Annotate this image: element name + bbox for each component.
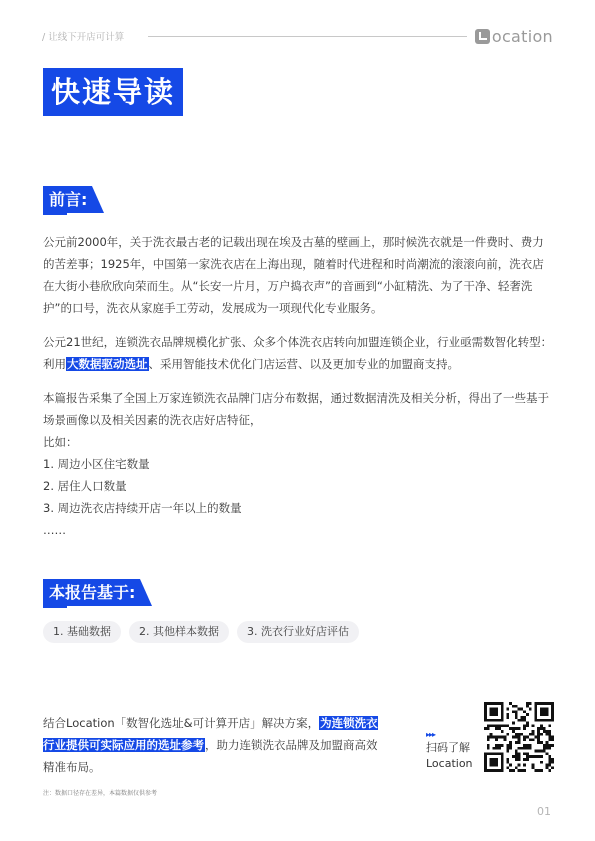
preface-heading bbox=[43, 186, 104, 213]
list-item: 1. 周边小区住宅数量 bbox=[43, 457, 150, 471]
list-item: 2. 居住人口数量 bbox=[43, 479, 127, 493]
preface-paragraph-1: 公元前2000年，关于洗衣最古老的记载出现在埃及古墓的壁画上，那时候洗衣就是一件费时、费力的苦差事；1925年，中国第一家洗衣店在上海出现，随着时代进程和时尚潮流的滚滚向前，洗衣店在大街小巷欣欣向荣而生。从“长安一片月，万户捣衣声”的音画到“小缸精洗、为了干净、轻奢洗护”的口号，洗衣从家庭手工劳动，发展成为一项现代化专业服务。 bbox=[43, 235, 544, 315]
arrow-right-icon: ▸▸▸ bbox=[426, 730, 436, 739]
list-item: 3. 周边洗衣店持续开店一年以上的数量 bbox=[43, 501, 242, 515]
page-header bbox=[42, 26, 553, 46]
page-title: 快速导读 bbox=[43, 68, 183, 116]
basis-underline bbox=[43, 606, 67, 608]
header-tagline: / 让线下开店可计算 bbox=[42, 32, 125, 43]
promo-text-start: 结合Location「数智化选址&可计算开店」解决方案， bbox=[43, 716, 320, 730]
promo-highlight: 为连锁洗衣行业提供可实际应用的选址参考 bbox=[43, 716, 378, 752]
preface-underline bbox=[43, 213, 67, 215]
big-data-site-selection-highlight: 大数据驱动选址 bbox=[67, 357, 148, 371]
header-rule bbox=[148, 36, 467, 37]
preface-paragraph-2 bbox=[43, 331, 555, 375]
qr-code-icon[interactable] bbox=[484, 702, 554, 772]
location-logo-icon bbox=[475, 29, 490, 44]
logo-text: ocation bbox=[491, 26, 553, 46]
scan-prompt-line1: 扫码了解 bbox=[426, 741, 470, 754]
brand-logo bbox=[475, 26, 553, 46]
promo-text-end: ，助力连锁洗衣品牌及加盟商高效精准布局。 bbox=[43, 738, 378, 774]
preface-heading-label: 前言: bbox=[43, 186, 92, 213]
feature-list bbox=[43, 431, 555, 541]
list-intro: 比如： bbox=[43, 435, 78, 449]
page-number: 01 bbox=[537, 805, 551, 818]
promo-text bbox=[43, 712, 388, 778]
scan-prompt bbox=[426, 730, 482, 772]
basis-heading-label: 本报告基于: bbox=[43, 579, 140, 606]
para2-text-end: 、采用智能技术优化门店运营、以及更加专业的加盟商支持。 bbox=[148, 357, 459, 371]
para2-text-start: 公元21世纪，连锁洗衣品牌规模化扩张、众多个体洗衣店转向加盟连锁企业，行业亟需数智化转型：利用 bbox=[43, 335, 553, 371]
list-item-ellipsis: …… bbox=[43, 523, 66, 537]
basis-tag: 2. 其他样本数据 bbox=[129, 621, 229, 643]
basis-tag: 1. 基础数据 bbox=[43, 621, 121, 643]
basis-tags bbox=[43, 621, 359, 643]
preface-paragraph-3: 本篇报告采集了全国上万家连锁洗衣品牌门店分布数据，通过数据清洗及相关分析，得出了一些基于场景画像以及相关因素的洗衣店好店特征， bbox=[43, 391, 549, 427]
basis-heading bbox=[43, 579, 152, 606]
scan-prompt-line2: Location bbox=[426, 757, 473, 770]
footnote: 注：数据口径存在差异，本篇数据仅供参考 bbox=[43, 790, 158, 797]
basis-tag: 3. 洗衣行业好店评估 bbox=[237, 621, 359, 643]
heading-tail bbox=[140, 579, 152, 606]
heading-tail bbox=[92, 186, 104, 213]
